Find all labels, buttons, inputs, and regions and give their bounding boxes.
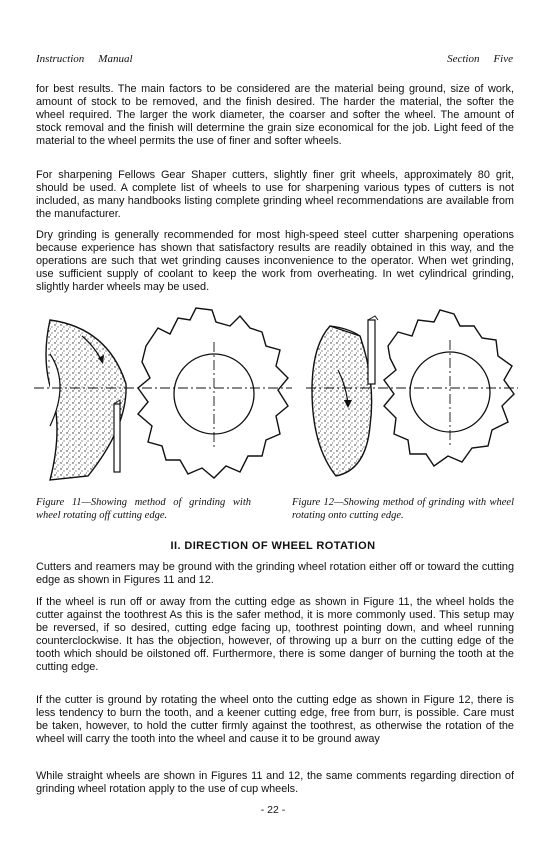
page-number: - 22 - (260, 804, 286, 816)
header-left: Instruction Manual (36, 53, 133, 65)
section-heading: II. DIRECTION OF WHEEL ROTATION (170, 540, 376, 552)
fig11-cutter (138, 308, 288, 478)
fig11-toothrest (114, 400, 120, 472)
figure-wheel-rotation-illustrations (30, 306, 520, 492)
paragraph-fellows-cutters: For sharpening Fellows Gear Shaper cutters, slightly finer grit wheels, approximately 80 grit, should be used. A complete list of wheels to use for sharpening various types of cutters is not included, as many handbooks listing complete grinding wheel recommendations are available from the manufacturer. (36, 169, 514, 221)
paragraph-wheel-onto-edge: If the cutter is ground by rotating the wheel onto the cutting edge as shown in Figure 12, there is less tendency to burn the tooth, and a keener cutting edge, free from burr, is possible. Care must be taken, however, to hold the cutter firmly against the toothrest, as otherwise the rotation of the wheel will carry the tooth into the wheel and cause it to be ground away (36, 694, 514, 746)
fig12-toothrest (368, 316, 378, 384)
fig12-grinding-wheel (312, 326, 372, 476)
paragraph-cup-wheels: While straight wheels are shown in Figures 11 and 12, the same comments regarding direction of grinding wheel rotation apply to the use of cup wheels. (36, 770, 514, 796)
paragraph-wheel-run-off: If the wheel is run off or away from the cutting edge as shown in Figure 11, the wheel holds the cutter against the toothrest As this is the safer method, it is more commonly used. This setup may be reversed, if so desired, cutting edge facing up, toothrest pointing down, and wheel running counterclockwise. It has the objection, however, of throwing up a burr on the cutting edge of the tooth which should be oilstoned off. Furthermore, there is some danger of burning the tooth at the cutting edge. (36, 596, 514, 674)
figure-11-caption: Figure 11—Showing method of grinding with wheel rotating off cutting edge. (36, 497, 251, 521)
running-header (36, 53, 513, 65)
figure-12-caption: Figure 12—Showing method of grinding with wheel rotating onto cutting edge. (292, 497, 514, 521)
paragraph-dry-grinding: Dry grinding is generally recommended for most high-speed steel cutter sharpening operations because experience has shown that satisfactory results are readily obtained in this way, and the operations are such that wet grinding causes inconvenience to the operator. When wet grinding, use sufficient supply of coolant to keep the work from overheating. In wet cylindrical grinding, slightly harder wheels may be used. (36, 229, 514, 294)
paragraph-grinding-factors: for best results. The main factors to be considered are the material being ground, size of work, amount of stock to be removed, and the finish desired. The harder the material, the softer the wheel required. The larger the work diameter, the coarser and softer the wheel. The amount of stock removal and the finish will determine the grain size economical for the job. Light feed of the material to the wheel permits the use of finer and softer wheels. (36, 83, 514, 148)
header-right: Section Five (447, 53, 513, 65)
paragraph-cutters-reamers: Cutters and reamers may be ground with the grinding wheel rotation either off or toward the cutting edge as shown in Figures 11 and 12. (36, 561, 514, 587)
